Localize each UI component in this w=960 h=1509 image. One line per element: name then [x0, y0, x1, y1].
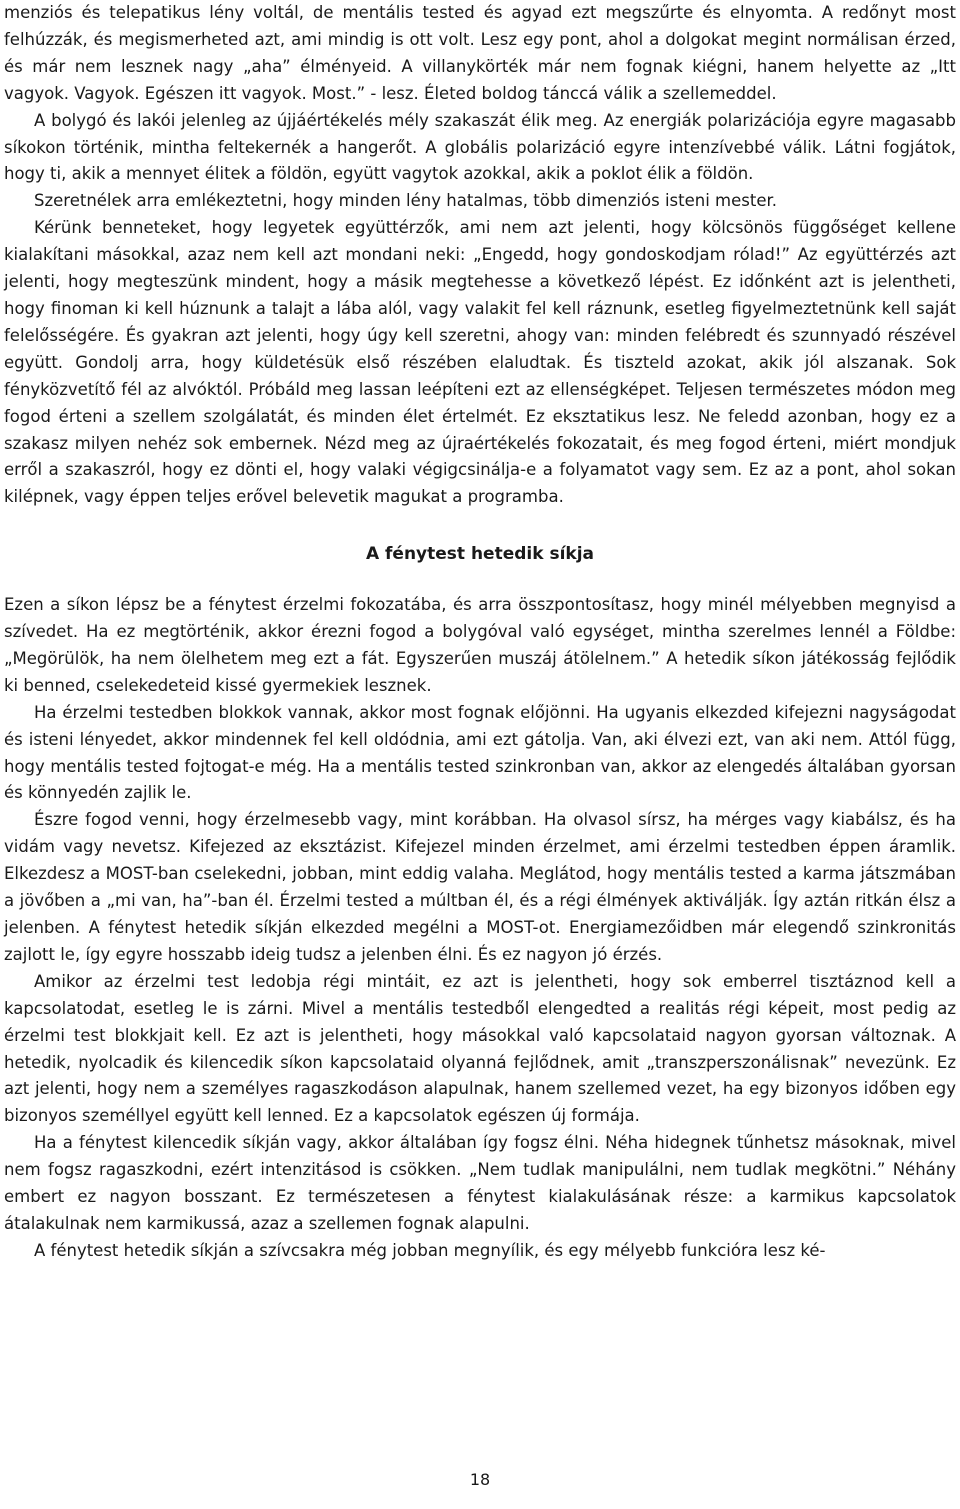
paragraph: Szeretnélek arra emlékeztetni, hogy minden lény hatalmas, több dimenziós isteni mester. — [34, 191, 777, 211]
paragraph: Ha érzelmi testedben blokkok vannak, akkor most fognak előjönni. Ha ugyanis elkezded kifejezni nagyságodat és isteni lényedet, akkor mindennek fel kell oldódnia, ami ezt gátolja. Van, aki élvezi ezt, van aki nem. Attól függ, hogy mentális tested fojtogat-e még. Ha a mentális tested szinkronban van, akkor az elengedés általában gyorsan és könnyedén zajlik le. — [4, 702, 956, 803]
paragraph: menziós és telepatikus lény voltál, de mentális tested és agyad ezt megszűrte és elnyomta. A redőnyt most felhúzzák, és megismerheted azt, ami mindig is ott volt. Lesz egy pont, ahol a dolgokat megint normálisan érzed, és már nem lesznek nagy „aha” élményeid. A villanykörték már nem fognak kiégni, hanem helyette az „Itt vagyok. Vagyok. Egészen itt vagyok. Most.” - lesz. Életed boldog tánccá válik a szellemeddel. — [4, 3, 956, 103]
spacer — [4, 511, 956, 541]
paragraph: Ezen a síkon lépsz be a fénytest érzelmi fokozatába, és arra összpontosítasz, hogy minél mélyebben megnyisd a szívedet. Ha ez megtörténik, akkor érezni fogod a bolygóval való egységet, mintha szerelmes lennél a Földbe: „Megörülök, ha nem ölelhetem meg ezt a fát. Egyszerűen muszáj átölelnem.” A hetedik síkon játékosság fejlődik ki benned, cselekedeteid kissé gyermekiek lesznek. — [4, 595, 956, 695]
paragraph: A bolygó és lakói jelenleg az újjáértékelés mély szakaszát élik meg. Az energiák polarizációja egyre magasabb síkokon történik, mintha feltekernék a hangerőt. A globális polarizáció egyre intenzívebbé válik. Látni fogjátok, hogy ti, akik a mennyet élitek a földön, együtt vagytok azokkal, akik a poklot élik a földön. — [4, 110, 956, 184]
paragraph: A fénytest hetedik síkján a szívcsakra még jobban megnyílik, és egy mélyebb funkcióra lesz ké- — [34, 1240, 826, 1260]
paragraph: Ha a fénytest kilencedik síkján vagy, akkor általában így fogsz élni. Néha hidegnek tűnhetsz másoknak, mivel nem fogsz ragaszkodni, ezért intenzitásod is csökken. „Nem tudlak manipulálni, nem tudlak megkötni.” Néhány embert ez nagyon bosszant. Ez természetesen a fénytest kialakulásának része: a karmikus kapcsolatok átalakulnak nem karmikussá, azaz a szellemen fognak alapulni. — [4, 1133, 956, 1233]
paragraph: Észre fogod venni, hogy érzelmesebb vagy, mint korábban. Ha olvasol sírsz, ha mérges vagy kiabálsz, és ha vidám vagy nevetsz. Kifejezed az eksztázist. Kifejezel minden érzelmet, ami érzelmi testedben éppen áramlik. Elkezdesz a MOST-ban cselekedni, jobban, mint eddig valaha. Meglátod, hogy mentális tested a karma játszmában a jövőben a „mi van, ha”-ban él. Érzelmi tested a múltban él, és a régi élmények aktiválják. Így aztán ritkán élsz a jelenben. A fénytest hetedik síkján elkezded megélni a MOST-ot. Energiamezőidben már elegendő szinkronitás zajlott le, így egyre hosszabb ideig tudsz a jelenben élni. És ez nagyon jó érzés. — [4, 810, 956, 964]
spacer — [4, 568, 956, 592]
page-number: 18 — [469, 1470, 491, 1489]
paragraph: Kérünk benneteket, hogy legyetek együttérzők, ami nem azt jelenti, hogy kölcsönös függőséget kellene kialakítani másokkal, azaz nem kell azt mondani neki: „Engedd, hogy gondoskodjam rólad!” Az együttérzés azt jelenti, hogy megteszünk mindent, hogy a másik megtehesse a következő lépést. Ez időnként azt is jelentheti, hogy finoman ki kell húznunk a talajt a lába alól, vagy valakit fel kell ráznunk, esetleg figyelmeztetnünk kell saját felelősségére. És gyakran azt jelenti, hogy úgy kell szeretni, ahogy van: minden felébredt és szunnyadó részével együtt. Gondolj arra, hogy küldetésük első részében elaludtak. És tiszteld azokat, akik jól alszanak. Sok fényközvetítő fél az alvóktól. Próbáld meg lassan leépíteni ezt az ellenségképet. Teljesen természetes módon meg fogod érteni a szellem szolgálatát, és minden élet értelmét. Ez eksztatikus lesz. Ne feledd azonban, hogy ez a szakasz milyen nehéz sok embernek. Nézd meg az újraértékelés fokozatait, és meg fogod érteni, miért mondjuk erről a szakaszról, hogy ez dönti el, hogy valaki végigcsinálja-e a folyamatot vagy sem. Ez az a pont, ahol sokan kilépnek, vagy éppen teljes erővel belevetik magukat a programba. — [4, 218, 956, 507]
document-page — [4, 0, 956, 1265]
paragraph: Amikor az érzelmi test ledobja régi mintáit, ez azt is jelentheti, hogy sok emberrel tisztáznod kell a kapcsolatodat, esetleg le is zárni. Mivel a mentális testedből elengedted a realitás régi képeit, most pedig az érzelmi test blokkjait kell. Ez azt is jelentheti, hogy másokkal való kapcsolataid nagyon gyorsan változnak. A hetedik, nyolcadik és kilencedik síkon kapcsolataid olyanná fejlődnek, amit „transzperszonálisnak” nevezünk. Ez azt jelenti, hogy nem a személyes ragaszkodáson alapulnak, hanem szellemed vezet, ha egy bizonyos időben egy bizonyos személlyel együtt kell lenned. Ez a kapcsolatok egészen új formája. — [4, 971, 956, 1126]
section-title: A fénytest hetedik síkja — [365, 544, 595, 565]
